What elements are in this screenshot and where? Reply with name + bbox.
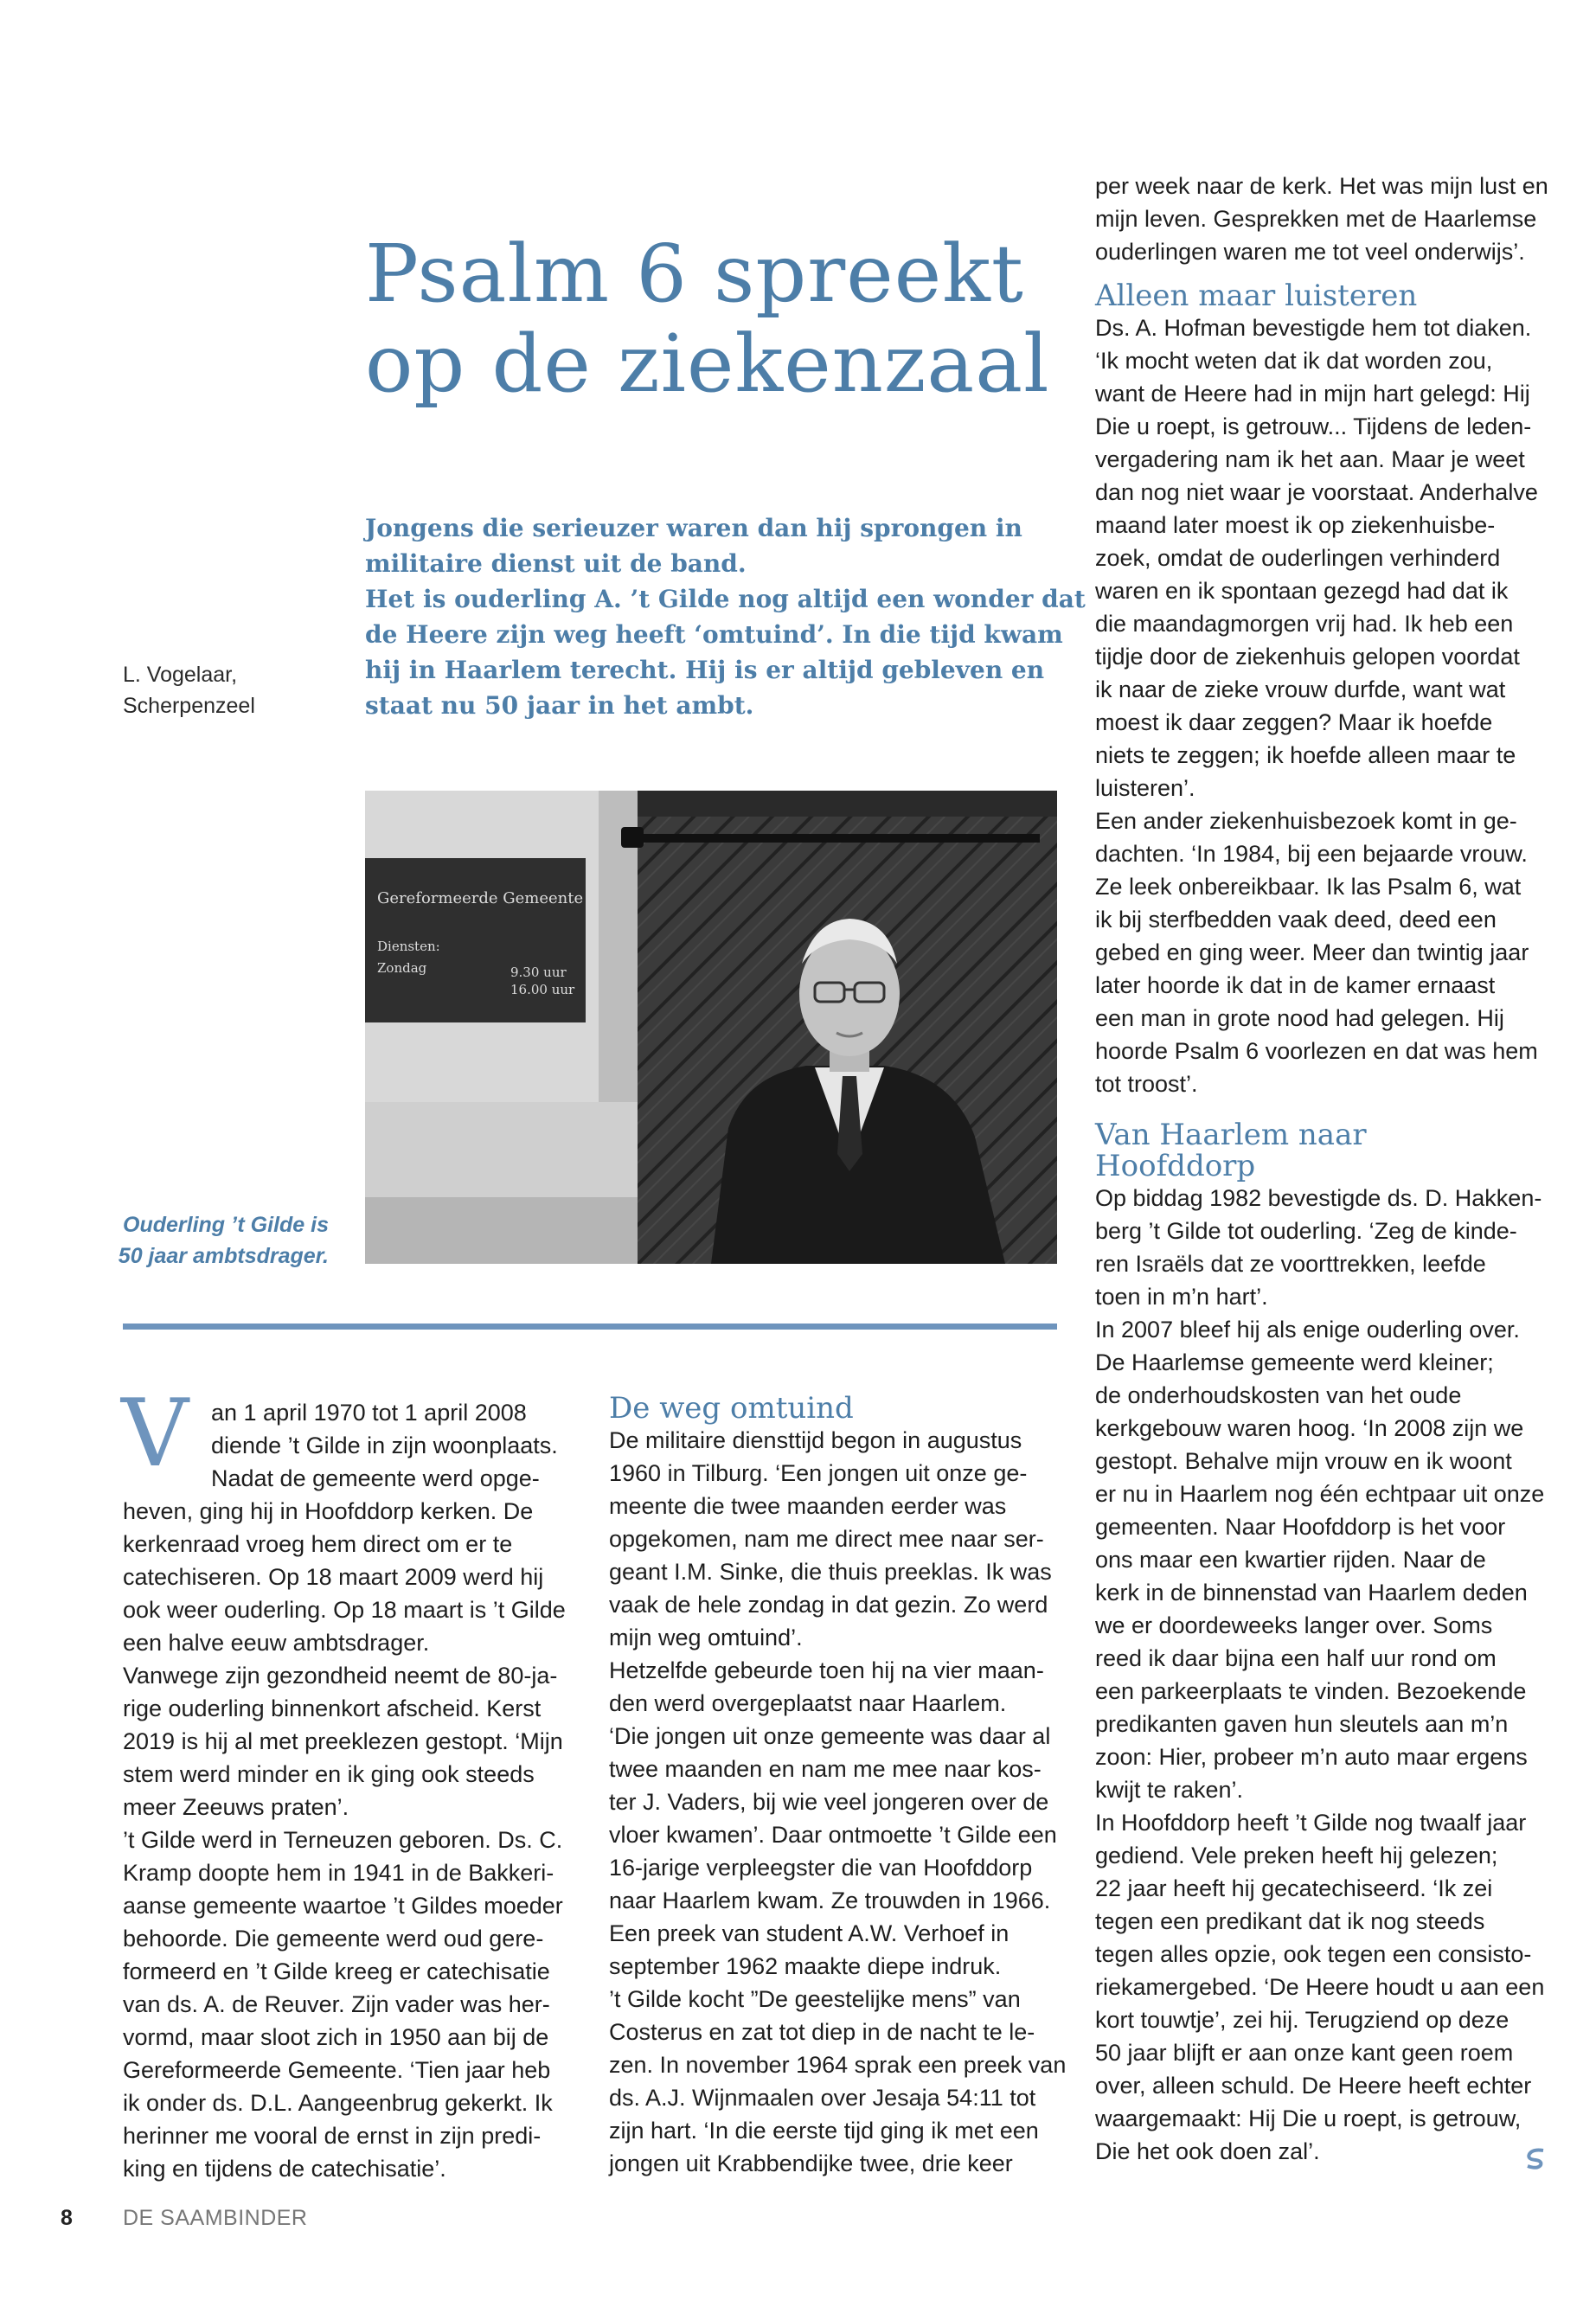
section-heading: Hoofddorp [1095, 1149, 1256, 1183]
body-line: een man in grote nood had gelegen. Hij [1095, 1005, 1504, 1031]
body-line: een halve eeuw ambtsdrager. [123, 1630, 430, 1656]
author-name: L. Vogelaar, [123, 663, 238, 687]
body-line: dachten. ‘In 1984, bij een bejaarde vrouw. [1095, 841, 1528, 867]
body-line: ‘Die jongen uit onze gemeente was daar al [609, 1723, 1051, 1749]
body-line: vergadering nam ik het aan. Maar je weet [1095, 446, 1525, 472]
sign-day: Zondag [377, 960, 427, 976]
body-line: meente die twee maanden eerder was [609, 1493, 1007, 1519]
body-line: ons maar een kwartier rijden. Naar de [1095, 1547, 1486, 1573]
body-line: twee maanden en nam me mee naar kos- [609, 1756, 1042, 1782]
body-line: catechiseren. Op 18 maart 2009 werd hij [123, 1564, 544, 1590]
body-line: waargemaakt: Hij Die u roept, is getrouw, [1095, 2106, 1522, 2131]
body-line: jongen uit Krabbendijke twee, drie keer [609, 2150, 1013, 2176]
body-line: zen. In november 1964 sprak een preek van [609, 2052, 1067, 2078]
body-line: vormd, maar sloot zich in 1950 aan bij de [123, 2024, 549, 2050]
body-line: Gereformeerde Gemeente. ‘Tien jaar heb [123, 2057, 551, 2083]
body-line: Ds. A. Hofman bevestigde hem tot diaken. [1095, 315, 1532, 341]
body-line: kwijt te raken’. [1095, 1777, 1244, 1803]
article-title-line: Psalm 6 spreekt [365, 228, 1024, 320]
body-line: Ze leek onbereikbaar. Ik las Psalm 6, wat [1095, 874, 1522, 900]
body-line: reed ik daar bijna een half uur rond om [1095, 1645, 1497, 1671]
section-heading: Alleen maar luisteren [1095, 279, 1418, 313]
body-line: ter J. Vaders, bij wie veel jongeren over de [609, 1789, 1049, 1815]
body-line: tegen een predikant dat ik nog steeds [1095, 1908, 1485, 1934]
section-heading: Van Haarlem naar [1095, 1118, 1367, 1152]
body-line: ds. A.J. Wijnmaalen over Jesaja 54:11 tot [609, 2085, 1036, 2111]
body-line: niets te zeggen; ik hoefde alleen maar te [1095, 742, 1516, 768]
body-line: aanse gemeente waartoe ’t Gildes moeder [123, 1893, 563, 1919]
intro-line: Het is ouderling A. ’t Gilde nog altijd een wonder dat [365, 585, 1086, 613]
sign-services: Diensten: [377, 939, 440, 954]
body-line: dan nog niet waar je voorstaat. Anderhalve [1095, 479, 1538, 505]
body-line: ik naar de zieke vrouw durfde, want wat [1095, 676, 1506, 702]
body-line: mijn leven. Gesprekken met de Haarlemse [1095, 206, 1537, 232]
body-line: zijn hart. ‘In die eerste tijd ging ik met een [609, 2118, 1039, 2144]
body-line: maand later moest ik op ziekenhuisbe- [1095, 512, 1496, 538]
body-line: ren Israëls dat ze voorttrekken, leefde [1095, 1251, 1486, 1277]
body-line: opgekomen, nam me direct mee naar ser- [609, 1526, 1044, 1552]
body-line: predikanten gaven hun sleutels aan m’n [1095, 1711, 1509, 1737]
body-line: we er doordeweeks langer over. Soms [1095, 1612, 1493, 1638]
body-line: formeerd en ’t Gilde kreeg er catechisatie [123, 1958, 550, 1984]
body-line: Die het ook doen zal’. [1095, 2138, 1320, 2164]
sign-time: 9.30 uur [510, 965, 567, 980]
body-line: kerkenraad vroeg hem direct om er te [123, 1531, 513, 1557]
body-line: van ds. A. de Reuver. Zijn vader was her- [123, 1991, 550, 2017]
body-line: riekamergebed. ‘De Heere houdt u aan een [1095, 1974, 1545, 2000]
photo-caption [87, 1209, 329, 1272]
intro-line: militaire dienst uit de band. [365, 549, 747, 578]
body-line: ook weer ouderling. Op 18 maart is ’t Gilde [123, 1597, 566, 1623]
body-line: Costerus en zat tot diep in de nacht te le- [609, 2019, 1035, 2045]
intro-line: de Heere zijn weg heeft ‘omtuind’. In die tijd kwam [365, 620, 1063, 649]
body-line: Kramp doopte hem in 1941 in de Bakkeri- [123, 1860, 554, 1886]
article-title-line: op de ziekenzaal [365, 317, 1050, 410]
body-line: tegen alles opzie, ook tegen een consisto- [1095, 1941, 1532, 1967]
body-line: Nadat de gemeente werd opge- [211, 1465, 540, 1491]
body-line: ik bij sterfbedden vaak deed, deed een [1095, 907, 1497, 933]
body-line: berg ’t Gilde tot ouderling. ‘Zeg de kinde- [1095, 1218, 1517, 1244]
body-line: 16-jarige verpleegster die van Hoofddorp [609, 1855, 1033, 1881]
body-line: kort touwtje’, zei hij. Terugziend op deze [1095, 2007, 1509, 2033]
body-line: 1960 in Tilburg. ‘Een jongen uit onze ge- [609, 1460, 1028, 1486]
body-line: zoon: Hier, probeer m’n auto maar ergens [1095, 1744, 1528, 1770]
body-line: ‘Ik mocht weten dat ik dat worden zou, [1095, 348, 1493, 374]
body-line: over, alleen schuld. De Heere heeft echter [1095, 2073, 1532, 2099]
column-2 [609, 1393, 1067, 2180]
body-line: rige ouderling binnenkort afscheid. Kerst [123, 1695, 542, 1721]
body-line: kerkgebouw waren hoog. ‘In 2008 zijn we [1095, 1415, 1524, 1441]
caption-line: 50 jaar ambtsdrager. [118, 1244, 329, 1268]
body-line: toen in m’n hart’. [1095, 1284, 1268, 1310]
body-line: herinner me vooral de ernst in zijn predi- [123, 2123, 542, 2149]
body-line: diende ’t Gilde in zijn woonplaats. [211, 1433, 558, 1458]
drop-cap: V [121, 1380, 189, 1488]
intro-line: Jongens die serieuzer waren dan hij sprongen in [365, 514, 1022, 542]
column-1 [123, 1396, 581, 2185]
author-byline [123, 659, 322, 721]
body-line: gebed en ging weer. Meer dan twintig jaar [1095, 939, 1529, 965]
page-number: 8 [61, 2206, 73, 2230]
body-line: waren en ik spontaan gezegd had dat ik [1095, 578, 1509, 604]
body-line: gemeenten. Naar Hoofddorp is het voor [1095, 1514, 1506, 1540]
body-line: De Haarlemse gemeente werd kleiner; [1095, 1349, 1494, 1375]
body-line: per week naar de kerk. Het was mijn lust en [1095, 173, 1548, 199]
article-title [365, 229, 1074, 409]
body-line: naar Haarlem kwam. Ze trouwden in 1966. [609, 1888, 1051, 1913]
body-line: Hetzelfde gebeurde toen hij na vier maan- [609, 1657, 1044, 1683]
body-line: In 2007 bleef hij als enige ouderling over. [1095, 1317, 1520, 1343]
body-line: stem werd minder en ik ging ook steeds [123, 1761, 535, 1787]
body-line: geant I.M. Sinke, die thuis preeklas. Ik was [609, 1559, 1052, 1585]
body-line: Vanwege zijn gezondheid neemt de 80-ja- [123, 1663, 558, 1689]
body-line: kerk in de binnenstad van Haarlem deden [1095, 1580, 1528, 1606]
body-line: meer Zeeuws praten’. [123, 1794, 349, 1820]
article-photo [365, 791, 1057, 1264]
body-line: den werd overgeplaatst naar Haarlem. [609, 1690, 1007, 1716]
article-intro [365, 510, 1086, 723]
author-place: Scherpenzeel [123, 694, 255, 718]
sign-title: Gereformeerde Gemeente [377, 889, 584, 907]
body-line: want de Heere had in mijn hart gelegd: Hij [1095, 381, 1530, 407]
body-line: Op biddag 1982 bevestigde ds. D. Hakken- [1095, 1185, 1542, 1211]
body-line: ouderlingen waren me tot veel onderwijs’. [1095, 239, 1525, 265]
body-line: er nu in Haarlem nog één echtpaar uit onze [1095, 1481, 1545, 1507]
body-line: Die u roept, is getrouw... Tijdens de leden- [1095, 413, 1532, 439]
end-mark-icon [1524, 2147, 1547, 2174]
body-line: Een ander ziekenhuisbezoek komt in ge- [1095, 808, 1517, 834]
body-line: De militaire diensttijd begon in augustus [609, 1427, 1022, 1453]
caption-line: Ouderling ’t Gilde is [123, 1213, 329, 1237]
body-line: ’t Gilde werd in Terneuzen geboren. Ds. C. [123, 1827, 563, 1853]
body-line: ’t Gilde kocht ”De geestelijke mens” van [609, 1986, 1021, 2012]
body-line: 2019 is hij al met preeklezen gestopt. ‘Mijn [123, 1728, 563, 1754]
body-line: an 1 april 1970 tot 1 april 2008 [211, 1400, 527, 1426]
body-line: gestopt. Behalve mijn vrouw en ik woont [1095, 1448, 1512, 1474]
body-line: ik onder ds. D.L. Aangeenbrug gekerkt. Ik [123, 2090, 553, 2116]
body-line: In Hoofddorp heeft ’t Gilde nog twaalf jaar [1095, 1810, 1527, 1836]
section-divider [123, 1324, 1057, 1330]
body-line: heven, ging hij in Hoofddorp kerken. De [123, 1498, 534, 1524]
body-line: moest ik daar zeggen? Maar ik hoefde [1095, 709, 1493, 735]
body-line: king en tijdens de catechisatie’. [123, 2156, 446, 2182]
intro-line: hij in Haarlem terecht. Hij is er altijd gebleven en [365, 656, 1045, 684]
section-heading: De weg omtuind [609, 1391, 854, 1426]
body-line: een parkeerplaats te vinden. Bezoekende [1095, 1678, 1527, 1704]
body-line: vaak de hele zondag in dat gezin. Zo werd [609, 1592, 1048, 1618]
body-line: zoek, omdat de ouderlingen verhinderd [1095, 545, 1501, 571]
publication-name: DE SAAMBINDER [123, 2206, 308, 2230]
body-line: september 1962 maakte diepe indruk. [609, 1953, 1002, 1979]
intro-line: staat nu 50 jaar in het ambt. [365, 691, 754, 720]
body-line: 22 jaar heeft hij gecatechiseerd. ‘Ik zei [1095, 1875, 1493, 1901]
body-line: 50 jaar blijft er aan onze kant geen roem [1095, 2040, 1514, 2066]
body-line: die maandagmorgen vrij had. Ik heb een [1095, 611, 1514, 637]
body-line: hoorde Psalm 6 voorlezen en dat was hem [1095, 1038, 1538, 1064]
body-line: tot troost’. [1095, 1071, 1198, 1097]
body-line: tijdje door de ziekenhuis gelopen voordat [1095, 644, 1520, 670]
body-line: behoorde. Die gemeente werd oud gere- [123, 1926, 544, 1952]
body-line: vloer kwamen’. Daar ontmoette ’t Gilde een [609, 1822, 1057, 1848]
body-line: luisteren’. [1095, 775, 1195, 801]
body-line: mijn weg omtuind’. [609, 1625, 803, 1650]
sign-time: 16.00 uur [510, 982, 575, 997]
column-3 [1095, 170, 1562, 2168]
body-line: Een preek van student A.W. Verhoef in [609, 1920, 1010, 1946]
body-line: de onderhoudskosten van het oude [1095, 1382, 1462, 1408]
body-line: gediend. Vele preken heeft hij gelezen; [1095, 1843, 1498, 1868]
church-door-photo [365, 791, 1057, 1264]
body-line: later hoorde ik dat in de kamer ernaast [1095, 972, 1496, 998]
